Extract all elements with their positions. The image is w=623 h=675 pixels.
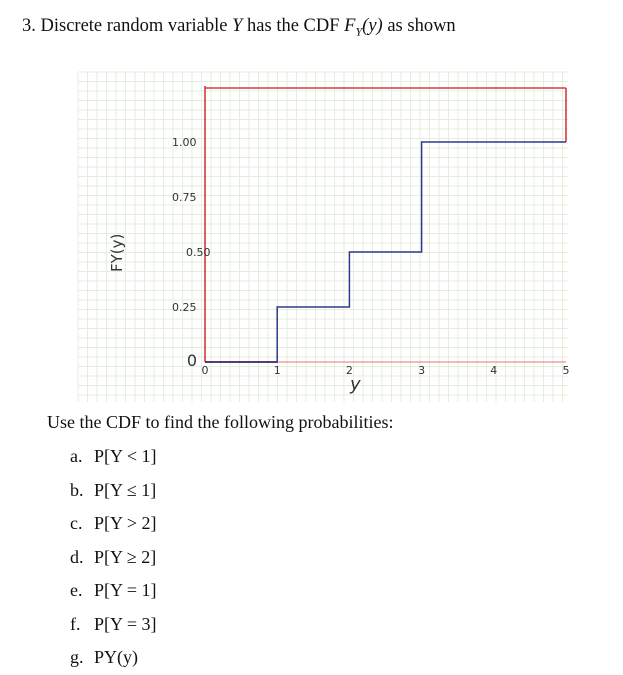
question-letter: f. [70, 613, 81, 634]
question-expression: PY(y) [94, 647, 138, 667]
problem-number: 3. [22, 16, 36, 36]
question-item-d [70, 541, 156, 575]
question-item-c [70, 507, 156, 541]
question-letter: b. [70, 479, 84, 500]
question-expression: P[Y > 2] [94, 513, 157, 533]
instructions: Use the CDF to find the following probabilities: [47, 412, 394, 432]
x-tick-label: 0 [201, 364, 209, 377]
question-expression: P[Y = 3] [94, 613, 157, 634]
x-tick-labels [202, 364, 570, 377]
question-letter: d. [70, 546, 84, 567]
x-tick-label: 2 [345, 364, 353, 377]
x-tick-label: 1 [273, 364, 281, 377]
question-item-a [70, 440, 156, 474]
x-tick-label: 3 [418, 364, 426, 377]
y-tick-label: 0 [186, 351, 198, 370]
question-item-g [70, 641, 156, 675]
question-item-f [70, 608, 156, 642]
x-tick-label: 4 [490, 364, 498, 377]
question-letter: a. [70, 446, 83, 466]
question-letter: g. [70, 647, 84, 667]
cdf-symbol: $F_Y(y)$ [344, 16, 383, 39]
problem-text-mid: has the CDF [247, 16, 340, 36]
problem-text-before: Discrete random variable [40, 16, 228, 36]
problem-heading [22, 16, 456, 40]
y-tick-label: 0.75 [172, 191, 197, 204]
x-tick-label: 5 [562, 364, 570, 377]
question-letter: e. [70, 580, 83, 600]
x-axis-label: y [350, 374, 361, 395]
question-expression: P[Y = 1] [94, 580, 157, 600]
chart-grid [78, 72, 568, 402]
question-letter: c. [70, 513, 83, 533]
question-item-b [70, 474, 156, 508]
y-axis-label: FY(y) [108, 233, 126, 272]
y-tick-label: 0.25 [172, 301, 197, 314]
question-list [70, 440, 156, 675]
problem-text-after: as shown [387, 16, 456, 36]
y-tick-label: 0.50 [186, 246, 211, 259]
cdf-chart [78, 72, 568, 402]
question-expression: P[Y ≥ 2] [94, 546, 157, 567]
y-tick-label: 1.00 [172, 136, 197, 149]
random-variable: Y [232, 16, 243, 36]
question-item-e [70, 574, 156, 608]
question-expression: P[Y ≤ 1] [94, 479, 157, 500]
question-expression: P[Y < 1] [94, 446, 157, 466]
